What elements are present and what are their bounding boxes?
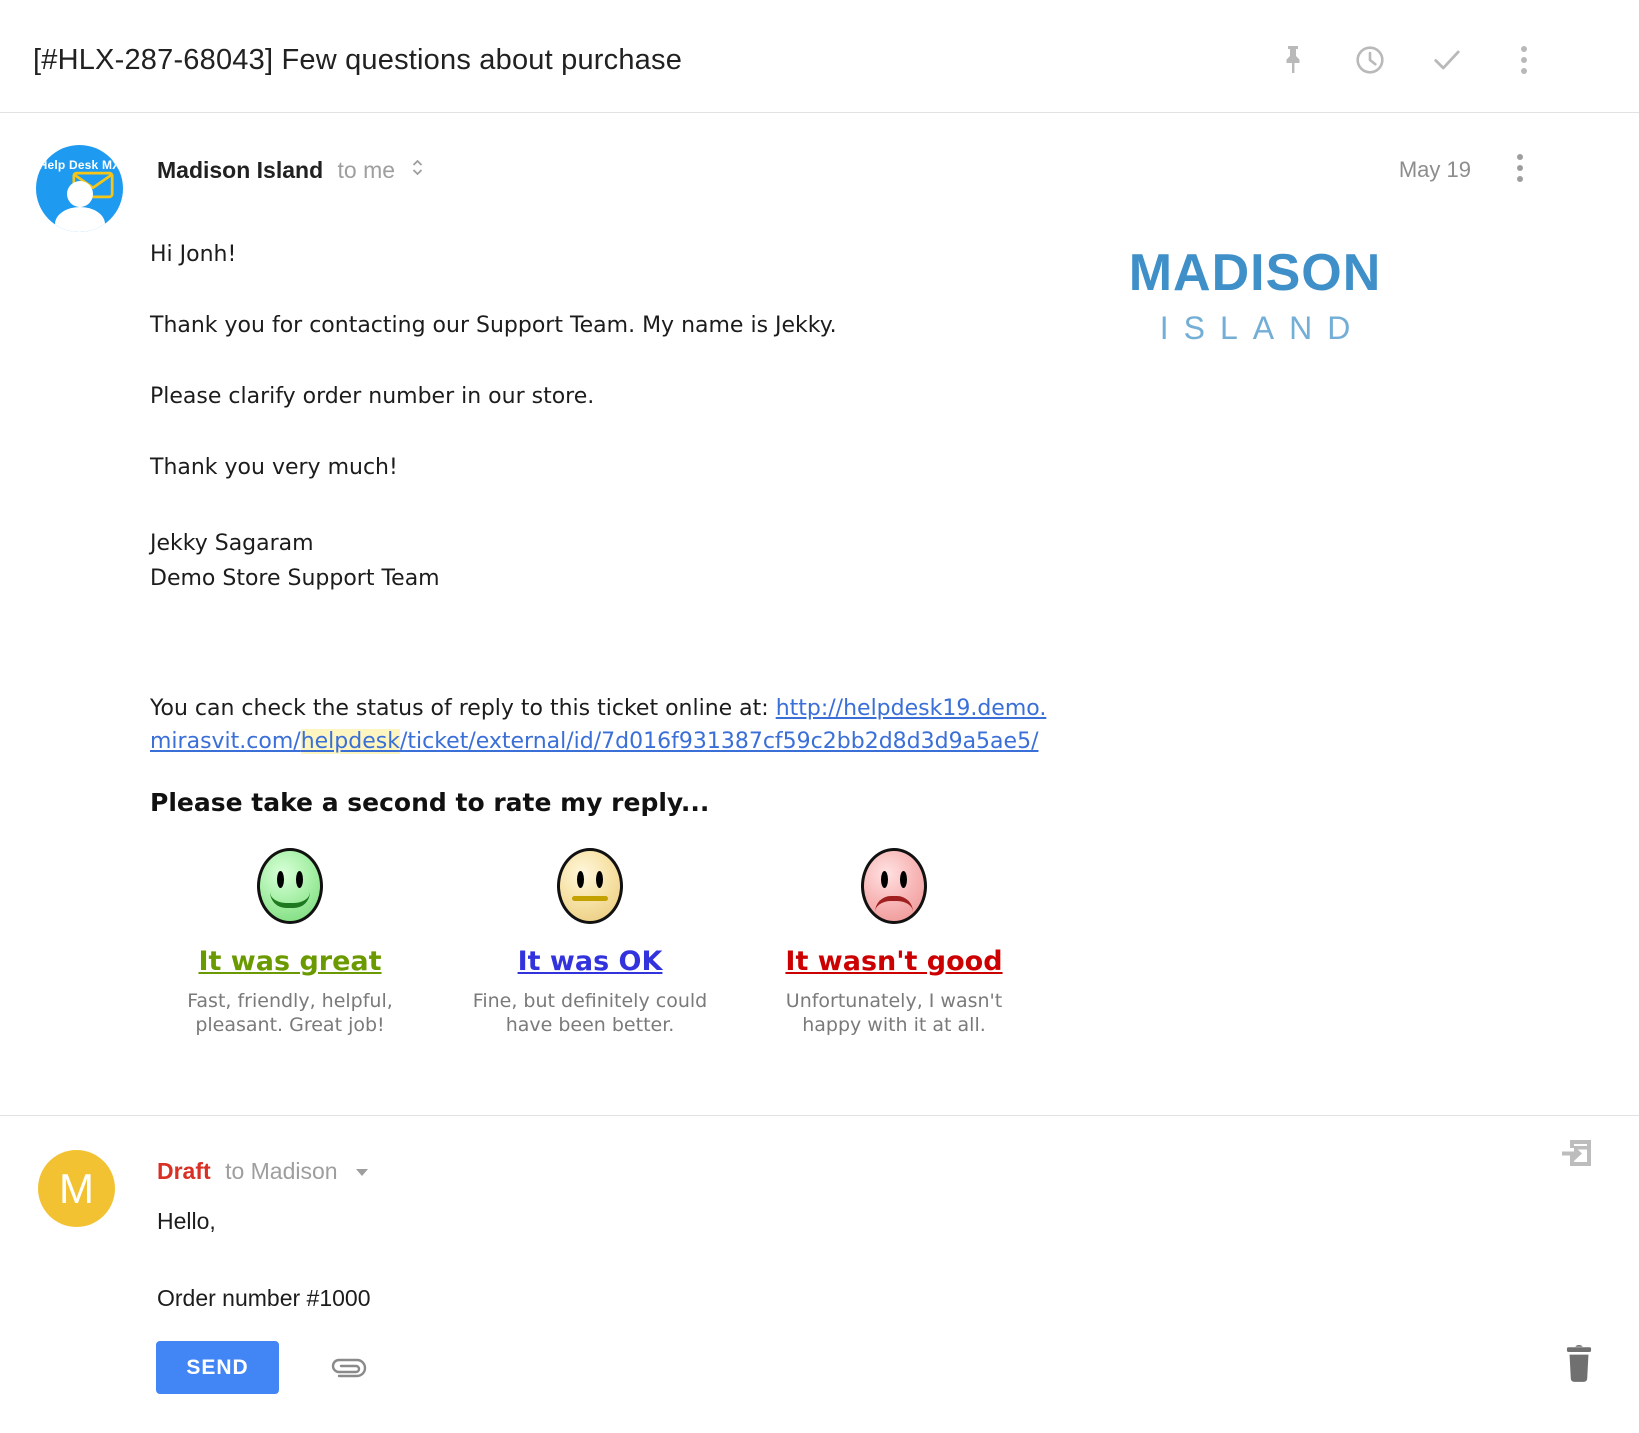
rate-great-description: Fast, friendly, helpful, pleasant. Great job!	[187, 990, 393, 1036]
snooze-clock-icon[interactable]	[1355, 44, 1385, 76]
more-vertical-icon[interactable]	[1509, 44, 1539, 76]
mark-done-check-icon[interactable]	[1432, 44, 1462, 76]
message-header	[157, 155, 424, 184]
sender-avatar[interactable]	[36, 145, 123, 232]
signature-team: Demo Store Support Team	[150, 566, 440, 591]
logo-line-1: MADISON	[1128, 244, 1382, 302]
neutral-smiley-icon[interactable]	[557, 848, 623, 924]
rating-option-great	[150, 848, 430, 1037]
draft-recipient-label: to Madison	[225, 1158, 338, 1184]
search-highlight[interactable]: helpdesk	[300, 729, 400, 754]
person-silhouette-icon	[67, 181, 93, 207]
message-body	[150, 242, 1050, 596]
sender-name[interactable]: Madison Island	[157, 157, 324, 183]
section-divider	[0, 1115, 1639, 1116]
thread-toolbar-icons	[1278, 44, 1539, 76]
draft-greeting[interactable]: Hello,	[157, 1208, 216, 1234]
draft-status-badge: Draft	[157, 1158, 211, 1184]
draft-header	[157, 1158, 368, 1185]
logo-line-2: ISLAND	[1159, 310, 1366, 346]
ticket-link-line2[interactable]: mirasvit.com/helpdesk/ticket/external/id/7d016f931387cf59c2bb2d8d3d9a5ae5/	[150, 729, 1039, 754]
ticket-status-text: You can check the status of reply to this ticket online at:	[150, 696, 776, 721]
draft-avatar-letter: M	[59, 1164, 94, 1212]
recipient-dropdown-icon[interactable]	[356, 1169, 368, 1176]
rate-bad-description: Unfortunately, I wasn't happy with it at all.	[785, 990, 1003, 1036]
send-button[interactable]: SEND	[156, 1341, 279, 1394]
body-greeting: Hi Jonh!	[150, 242, 237, 267]
open-in-new-icon[interactable]	[1559, 1134, 1595, 1170]
signature-name: Jekky Sagaram	[150, 531, 314, 556]
rate-ok-description: Fine, but definitely could have been better.	[472, 990, 708, 1036]
thread-subject: [#HLX-287-68043] Few questions about purchase	[33, 44, 683, 76]
details-caret-icon[interactable]	[411, 155, 424, 181]
rating-option-ok	[450, 848, 730, 1037]
ticket-status-line	[150, 692, 1300, 758]
draft-avatar[interactable]	[38, 1150, 115, 1227]
draft-body-text[interactable]: Order number #1000	[157, 1285, 371, 1311]
recipient-label: to me	[337, 157, 396, 183]
body-paragraph: Thank you for contacting our Support Team. My name is Jekky.	[150, 313, 837, 338]
trash-icon[interactable]	[1563, 1342, 1595, 1389]
message-date: May 19	[1398, 157, 1471, 182]
ticket-link-line1[interactable]: http://helpdesk19.demo.	[775, 696, 1047, 721]
rate-bad-link[interactable]: It wasn't good	[785, 946, 1003, 977]
rating-title: Please take a second to rate my reply...	[150, 788, 710, 817]
madison-island-logo	[1108, 243, 1402, 347]
rate-ok-link[interactable]: It was OK	[517, 946, 663, 977]
attachment-paperclip-icon[interactable]	[326, 1354, 370, 1387]
rating-option-bad	[754, 848, 1034, 1037]
pin-icon[interactable]	[1278, 44, 1308, 76]
happy-smiley-icon[interactable]	[257, 848, 323, 924]
sad-smiley-icon[interactable]	[861, 848, 927, 924]
avatar-brand-text: Help Desk MX	[38, 158, 121, 172]
body-paragraph: Please clarify order number in our store.	[150, 384, 595, 409]
message-more-icon[interactable]	[1509, 151, 1531, 185]
thread-toolbar	[0, 0, 1639, 113]
rate-great-link[interactable]: It was great	[198, 946, 382, 977]
body-paragraph: Thank you very much!	[150, 455, 398, 480]
